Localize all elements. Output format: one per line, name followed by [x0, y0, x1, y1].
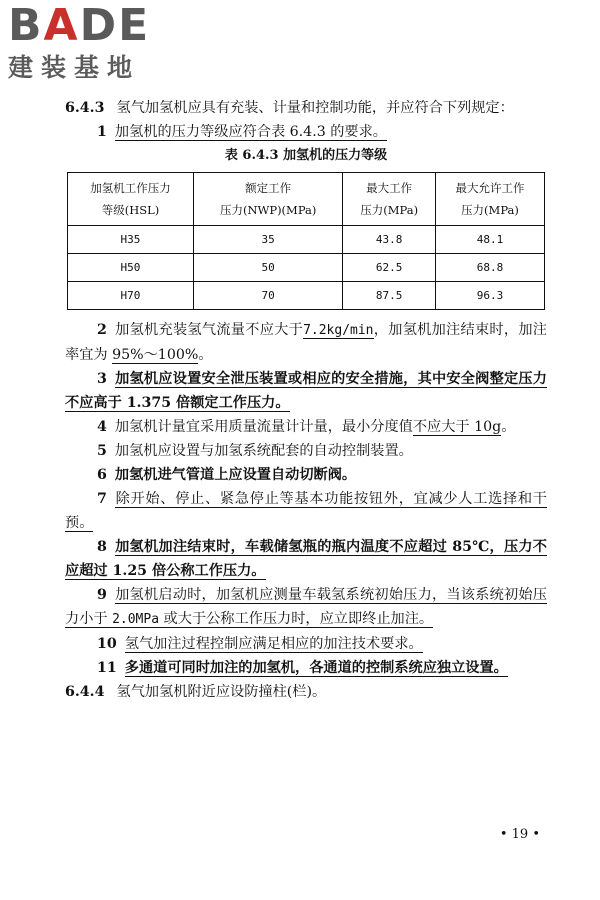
table-cell: 48.1: [435, 226, 544, 254]
item-text: 加氢机进气管道上应设置自动切断阀。: [114, 467, 357, 483]
item-number: 5: [97, 443, 107, 459]
table-header-row: [68, 173, 545, 226]
logo-wordmark: [8, 0, 176, 51]
item-text: 。: [501, 419, 516, 435]
table-cell: 62.5: [343, 254, 436, 282]
document-body: [65, 96, 547, 704]
item-text: 不应大于 10g: [412, 419, 502, 435]
table-cell: 96.3: [435, 282, 544, 310]
item-text: 除开始、停止、紧急停止等基本功能按钮外，宜减少人工选择和干预。: [65, 491, 547, 531]
item-11: [65, 656, 547, 680]
header-cell: [68, 173, 194, 226]
item-number: 6: [97, 467, 107, 483]
item-text: 加氢机应设置安全泄压装置或相应的安全措施，其中安全阀整定压力不应高于 1.375 倍额定工作压力。: [65, 371, 547, 411]
item-text: 加氢机加注结束时，车载储氢瓶的瓶内温度不应超过 85℃，压力不应超过 1.25 倍公称工作压力。: [65, 539, 547, 579]
logo-letters-prefix: B: [8, 0, 44, 51]
logo-letter-accent: A: [43, 0, 80, 51]
table-cell: H50: [68, 254, 194, 282]
item-4: [65, 415, 547, 439]
item-6: [65, 463, 547, 487]
item-text: ，加氢机加注结束时，加注率宜为: [65, 322, 547, 363]
header-line: 最大工作: [366, 181, 413, 195]
header-line: 压力(MPa): [461, 203, 519, 217]
item-text: 加氢机计量宜采用质量流量计计量，最小分度值: [114, 419, 413, 435]
header-line: 等级(HSL): [101, 203, 160, 217]
item-text: 加氢机应设置与加氢系统配套的自动控制装置。: [114, 443, 413, 459]
item-7: [65, 487, 547, 535]
table-cell: 43.8: [343, 226, 436, 254]
table-row: [68, 226, 545, 254]
table-cell: 35: [193, 226, 342, 254]
header-line: 额定工作: [245, 181, 292, 195]
clause-6-4-3: [65, 96, 547, 120]
item-number: 11: [97, 660, 117, 676]
item-number: 7: [97, 491, 107, 507]
item-text: 。: [198, 347, 213, 363]
item-text: 多通道可同时加注的加氢机，各通道的控制系统应独立设置。: [124, 660, 508, 676]
header-line: 压力(NWP)(MPa): [219, 203, 317, 217]
table-caption: 表 6.4.3 加氢机的压力等级: [224, 148, 388, 163]
item-number: 10: [97, 636, 117, 652]
table-cell: 68.8: [435, 254, 544, 282]
item-text: 加氢机的压力等级应符合表 6.4.3 的要求。: [114, 124, 387, 140]
pressure-value: 2.0MPa: [112, 612, 160, 627]
item-number: 9: [97, 587, 107, 603]
item-1: [65, 120, 547, 144]
item-3: [65, 367, 547, 415]
table-row: [68, 254, 545, 282]
header-cell: [435, 173, 544, 226]
item-number: 1: [97, 124, 107, 140]
flow-limit: 7.2kg/min: [303, 323, 374, 338]
header-cell: [343, 173, 436, 226]
item-5: [65, 439, 547, 463]
table-cell: H35: [68, 226, 194, 254]
clause-number: 6.4.3: [65, 100, 105, 116]
table-row: [68, 282, 545, 310]
item-number: 8: [97, 539, 107, 555]
clause-text: 氢气加氢机应具有充装、计量和控制功能，并应符合下列规定：: [116, 100, 514, 116]
item-text: 或大于公称工作压力时，应立即终止加注。: [159, 611, 434, 627]
clause-number: 6.4.4: [65, 684, 105, 700]
table-cell: 87.5: [343, 282, 436, 310]
item-text: 加氢机充装氢气流量不应大于: [114, 322, 304, 338]
pressure-grade-table: [67, 172, 545, 310]
clause-6-4-4: [65, 680, 547, 704]
item-number: 2: [97, 322, 107, 338]
clause-text: 氢气加氢机附近应设防撞柱(栏)。: [116, 684, 327, 700]
item-number: 4: [97, 419, 107, 435]
table-cell: 50: [193, 254, 342, 282]
item-2: [65, 318, 547, 367]
item-9: [65, 583, 547, 632]
item-number: 3: [97, 371, 107, 387]
table-cell: 70: [193, 282, 342, 310]
item-8: [65, 535, 547, 583]
logo-letters-suffix: DE: [79, 0, 151, 51]
logo: [8, 0, 208, 84]
item-text: 氢气加注过程控制应满足相应的加注技术要求。: [124, 636, 423, 652]
page-number: • 19 •: [499, 827, 540, 842]
header-cell: [193, 173, 342, 226]
header-line: 加氢机工作压力: [90, 181, 171, 195]
header-line: 最大允许工作: [455, 181, 525, 195]
table-cell: H70: [68, 282, 194, 310]
logo-subtitle: 建装基地: [8, 53, 141, 82]
fill-rate: 95%～100%: [112, 347, 199, 363]
item-10: [65, 632, 547, 656]
item-text: 加氢机启动时，加氢机应测量车载氢系统初始压力，当该系统初始压力小于: [65, 587, 547, 627]
header-line: 压力(MPa): [360, 203, 419, 217]
